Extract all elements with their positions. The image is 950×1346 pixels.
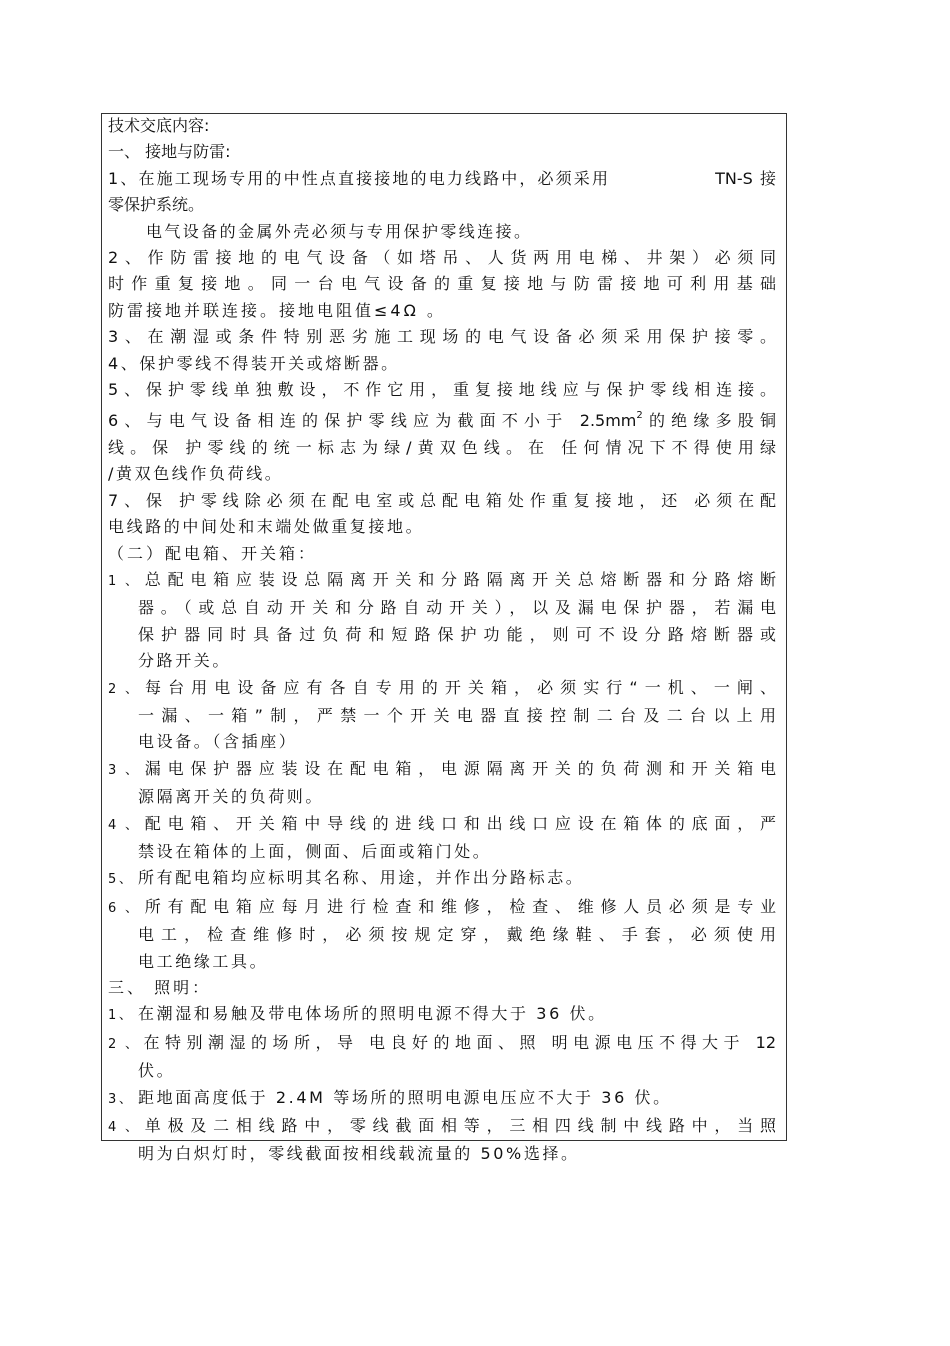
s3-item-3-line-1 <box>108 1085 776 1113</box>
s2-item-4 <box>108 811 776 866</box>
s3-item-1 <box>108 1001 776 1029</box>
list-number: 1、 <box>108 573 138 589</box>
section-3-list <box>108 1001 776 1167</box>
s1-p3: 3、在潮湿或条件特别恶劣施工现场的电气设备必须采用保护接零。 <box>108 327 776 347</box>
s2-item-5-line-1 <box>108 865 776 893</box>
section-2-title: （二）配电箱、开关箱： <box>108 543 318 563</box>
list-text: 电设备。（含插座） <box>138 732 298 752</box>
s1-p6-line3: /黄双色线作负荷线。 <box>108 464 284 484</box>
list-text: 电工绝缘工具。 <box>138 951 269 971</box>
s3-item-4-line-2 <box>108 1141 776 1167</box>
list-text: 保护器同时具备过负荷和短路保护功能，则可不设分路熔断器或 <box>138 624 776 644</box>
s2-item-3 <box>108 756 776 811</box>
list-number: 2、 <box>108 1036 138 1052</box>
s1-p1-line1: 1、在施工现场专用的中性点直接接地的电力线路中，必须采用 TN-S 接 <box>108 168 776 188</box>
s1-p7-line2: 电线路的中间处和末端处做重复接地。 <box>108 517 425 537</box>
s3-item-3 <box>108 1085 776 1113</box>
s2-item-1-line-3 <box>108 622 776 648</box>
list-text: 每台用电设备应有各自专用的开关箱，必须实行“一机、一闸、 <box>138 677 776 697</box>
list-text: 禁设在箱体的上面，侧面、后面或箱门处。 <box>138 841 492 861</box>
list-number: 3、 <box>108 762 138 778</box>
s2-item-3-line-1 <box>108 756 776 784</box>
list-text: 单极及二相线路中，零线截面相等，三相四线制中线路中，当照 <box>138 1116 776 1136</box>
s3-item-4-line-1 <box>108 1113 776 1141</box>
section-2-list <box>108 567 776 975</box>
s1-p2-line3: 防雷接地并联连接。接地电阻值≤4Ω 。 <box>108 300 446 320</box>
list-text: 所有配电箱均应标明其名称、用途，并作出分路标志。 <box>138 868 585 888</box>
s1-p6-line1: 6、与电气设备相连的保护零线应为截面不小于 $2.5mm^2$的绝缘多股铜 <box>108 410 776 431</box>
s1-p4: 4、保护零线不得装开关或熔断器。 <box>108 353 400 373</box>
list-text: 分路开关。 <box>138 651 232 671</box>
s1-p7-line1: 7、保 护零线除必须在配电室或总配电箱处作重复接地，还 必须在配 <box>108 490 776 510</box>
s2-item-2-line-3 <box>108 729 776 755</box>
s2-item-6-line-2 <box>108 922 776 948</box>
document-body <box>108 113 776 1168</box>
s3-item-2 <box>108 1030 776 1085</box>
list-number: 4、 <box>108 817 138 833</box>
list-number: 6、 <box>108 900 138 916</box>
s2-item-5 <box>108 865 776 893</box>
list-text: 源隔离开关的负荷则。 <box>138 787 325 807</box>
s2-item-2-line-2 <box>108 703 776 729</box>
list-text: 电工，检查维修时，必须按规定穿，戴绝缘鞋、手套，必须使用 <box>138 925 776 945</box>
s1-p6-line2: 线。保 护零线的统一标志为绿/黄双色线。在 任何情况下不得使用绿 <box>108 437 776 457</box>
list-text: 一漏、一箱”制，严禁一个开关电器直接控制二台及二台以上用 <box>138 705 776 725</box>
list-number: 4、 <box>108 1120 138 1136</box>
s2-item-2-line-1 <box>108 675 776 703</box>
list-text: 漏电保护器应装设在配电箱，电源隔离开关的负荷测和开关箱电 <box>138 758 776 778</box>
list-text: 伏。 <box>138 1061 176 1081</box>
s2-item-4-line-1 <box>108 811 776 839</box>
s2-item-1 <box>108 567 776 675</box>
s1-p2-line1: 2、作防雷接地的电气设备（如塔吊、人货两用电梯、井架）必须同 <box>108 248 776 268</box>
s1-p2-line2: 时作重复接地。同一台电气设备的重复接地与防雷接地可利用基础 <box>108 274 776 294</box>
list-number: 2、 <box>108 681 138 697</box>
s2-item-6-line-3 <box>108 949 776 975</box>
s2-item-6-line-1 <box>108 894 776 922</box>
list-text: 在特别潮湿的场所，导 电良好的地面、照 明电源电压不得大于 12 <box>138 1032 776 1052</box>
s3-item-4 <box>108 1113 776 1168</box>
list-number: 1、 <box>108 1008 135 1024</box>
s2-item-4-line-2 <box>108 839 776 865</box>
s1-p1-line3: 电气设备的金属外壳必须与专用保护零线连接。 <box>146 221 533 241</box>
list-text: 所有配电箱应每月进行检查和维修，检查、维修人员必须是专业 <box>138 896 776 916</box>
s3-item-1-line-1 <box>108 1001 776 1029</box>
list-text: 距地面高度低于 2.4M 等场所的照明电源电压应不大于 36 伏。 <box>138 1087 672 1107</box>
s1-p5: 5、保护零线单独敷设，不作它用，重复接地线应与保护零线相连接。 <box>108 380 776 400</box>
s3-item-2-line-2 <box>108 1058 776 1084</box>
s2-item-6 <box>108 894 776 975</box>
list-text: 器。（或总自动开关和分路自动开关），以及漏电保护器，若漏电 <box>138 598 776 618</box>
list-number: 5、 <box>108 872 135 888</box>
s1-p1-line2: 零保护系统。 <box>108 195 205 215</box>
list-number: 3、 <box>108 1091 135 1107</box>
s3-item-2-line-1 <box>108 1030 776 1058</box>
document-heading: 技术交底内容: <box>108 116 210 135</box>
s2-item-1-line-2 <box>108 595 776 621</box>
s2-item-2 <box>108 675 776 756</box>
section-1-title: 一、 接地与防雷: <box>108 142 231 162</box>
list-text: 在潮湿和易触及带电体场所的照明电源不得大于 36 伏。 <box>138 1004 607 1024</box>
s2-item-1-line-1 <box>108 567 776 595</box>
s2-item-1-line-4 <box>108 648 776 674</box>
list-text: 配电箱、开关箱中导线的进线口和出线口应设在箱体的底面，严 <box>138 813 776 833</box>
list-text: 明为白炽灯时，零线截面按相线载流量的 50%选择。 <box>138 1144 580 1164</box>
s2-item-3-line-2 <box>108 784 776 810</box>
section-3-title: 三、 照明： <box>108 978 212 997</box>
list-text: 总配电箱应装设总隔离开关和分路隔离开关总熔断器和分路熔断 <box>138 569 776 589</box>
superscript-2: 2 <box>636 410 643 422</box>
